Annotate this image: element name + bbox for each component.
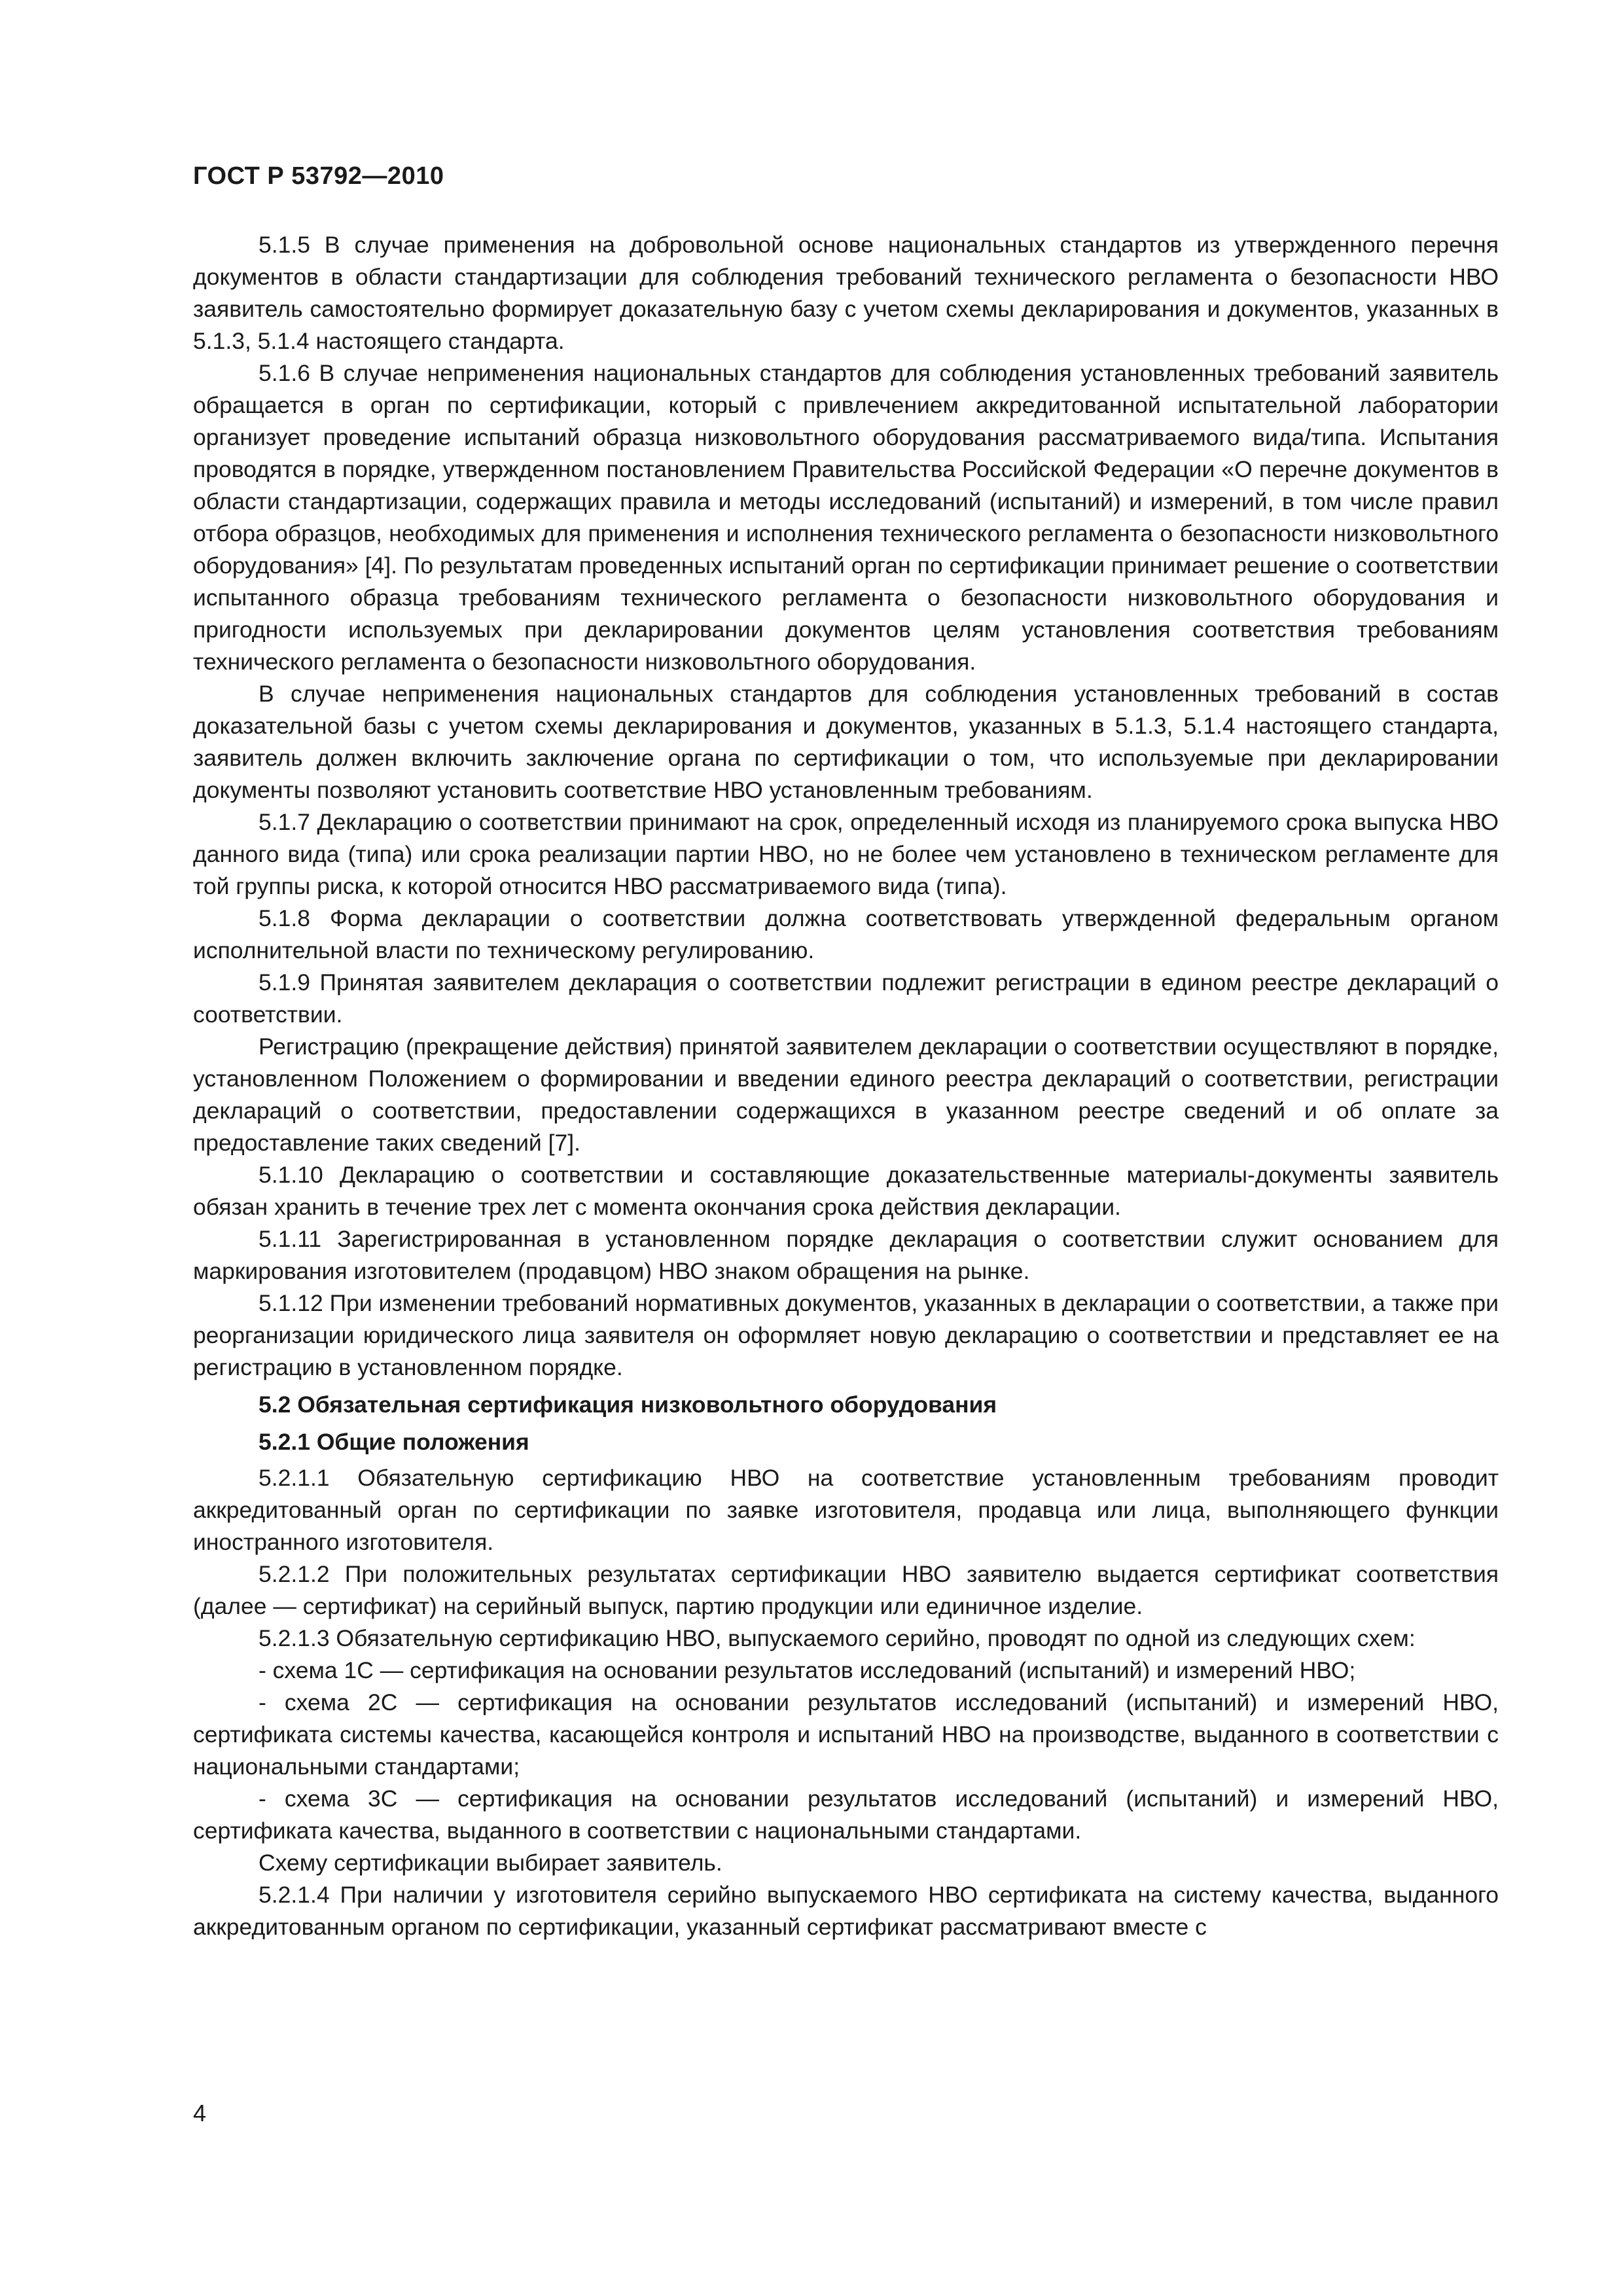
- list-item: - схема 1С — сертификация на основании результатов исследований (испытаний) и измерений НВО;: [259, 1657, 1356, 1683]
- paragraph: 5.1.8 Форма декларации о соответствии должна соответствовать утвержденной федеральным органом исполнительной власти по техническому регулированию.: [193, 905, 1499, 963]
- paragraph: 5.1.12 При изменении требований нормативных документов, указанных в декларации о соответствии, а также при реорганизации юридического лица заявителя он оформляет новую декларацию о соответствии и представляет ее на регистрацию в установленном порядке.: [193, 1290, 1499, 1380]
- paragraph: 5.2.1.1 Обязательную сертификацию НВО на соответствие установленным требованиям проводит аккредитованный орган по сертификации по заявке изготовителя, продавца или лица, выполняющего функции иностранного изготовителя.: [193, 1465, 1499, 1555]
- paragraph: 5.2.1.4 При наличии у изготовителя серийно выпускаемого НВО сертификата на систему качества, выданного аккредитованным органом по сертификации, указанный сертификат рассматривают вместе с: [193, 1882, 1499, 1940]
- page-number: 4: [193, 2100, 207, 2126]
- paragraph: 5.1.7 Декларацию о соответствии принимают на срок, определенный исходя из планируемого срока выпуска НВО данного вида (типа) или срока реализации партии НВО, но не более чем установлено в техническом регламенте для той группы риска, к которой относится НВО рассматриваемого вида (типа).: [193, 809, 1499, 899]
- list-item: - схема 3С — сертификация на основании результатов исследований (испытаний) и измерений НВО, сертификата качества, выданного в соответствии с национальными стандартами.: [193, 1785, 1499, 1844]
- paragraph: Схему сертификации выбирает заявитель.: [259, 1850, 722, 1876]
- document-header: ГОСТ Р 53792—2010: [193, 162, 444, 190]
- section-heading: 5.2 Обязательная сертификация низковольтного оборудования: [259, 1391, 997, 1418]
- paragraph: 5.1.11 Зарегистрированная в установленном порядке декларация о соответствии служит основанием для маркирования изготовителем (продавцом) НВО знаком обращения на рынке.: [193, 1226, 1499, 1284]
- document-body: [193, 229, 1499, 1943]
- paragraph: 5.1.10 Декларацию о соответствии и составляющие доказательственные материалы-документы заявитель обязан хранить в течение трех лет с момента окончания срока действия декларации.: [193, 1162, 1499, 1220]
- paragraph: 5.2.1.2 При положительных результатах сертификации НВО заявителю выдается сертификат соответствия (далее — сертификат) на серийный выпуск, партию продукции или единичное изделие.: [193, 1561, 1499, 1619]
- paragraph: В случае неприменения национальных стандартов для соблюдения установленных требований в состав доказательной базы с учетом схемы декларирования и документов, указанных в 5.1.3, 5.1.4 настоящего стандарта, заявитель должен включить заключение органа по сертификации о том, что используемые при декларировании документы позволяют установить соответствие НВО установленным требованиям.: [193, 681, 1499, 803]
- paragraph: 5.1.5 В случае применения на добровольной основе национальных стандартов из утвержденного перечня документов в области стандартизации для соблюдения требований технического регламента о безопасности НВО заявитель самостоятельно формирует доказательную базу с учетом схемы декларирования и документов, указанных в 5.1.3, 5.1.4 настоящего стандарта.: [193, 232, 1499, 354]
- paragraph: Регистрацию (прекращение действия) принятой заявителем декларации о соответствии осуществляют в порядке, установленном Положением о формировании и введении единого реестра деклараций о соответствии, регистрации деклараций о соответствии, предоставлении содержащихся в указанном реестре сведений и об оплате за предоставление таких сведений [7].: [193, 1033, 1499, 1156]
- subsection-heading: 5.2.1 Общие положения: [259, 1429, 529, 1455]
- paragraph: 5.1.6 В случае неприменения национальных стандартов для соблюдения установленных требований заявитель обращается в орган по сертификации, который с привлечением аккредитованной испытательной лаборатории организует проведение испытаний образца низковольтного оборудования рассматриваемого вида/типа. Испытания проводятся в порядке, утвержденном постановлением Правительства Российской Федерации «О перечне документов в области стандартизации, содержащих правила и методы исследований (испытаний) и измерений, в том числе правил отбора образцов, необходимых для применения и исполнения технического регламента о безопасности низковольтного оборудования» [4]. По результатам проведенных испытаний орган по сертификации принимает решение о соответствии испытанного образца требованиям технического регламента о безопасности низковольтного оборудования и пригодности используемых при декларировании документов целям установления соответствия требованиям технического регламента о безопасности низковольтного оборудования.: [193, 360, 1499, 675]
- paragraph: 5.2.1.3 Обязательную сертификацию НВО, выпускаемого серийно, проводят по одной из следующих схем:: [259, 1625, 1416, 1651]
- paragraph: 5.1.9 Принятая заявителем декларация о соответствии подлежит регистрации в едином реестре деклараций о соответствии.: [193, 969, 1499, 1028]
- list-item: - схема 2С — сертификация на основании результатов исследований (испытаний) и измерений НВО, сертификата системы качества, касающейся контроля и испытаний НВО на производстве, выданного в соответствии с национальными стандартами;: [193, 1689, 1499, 1780]
